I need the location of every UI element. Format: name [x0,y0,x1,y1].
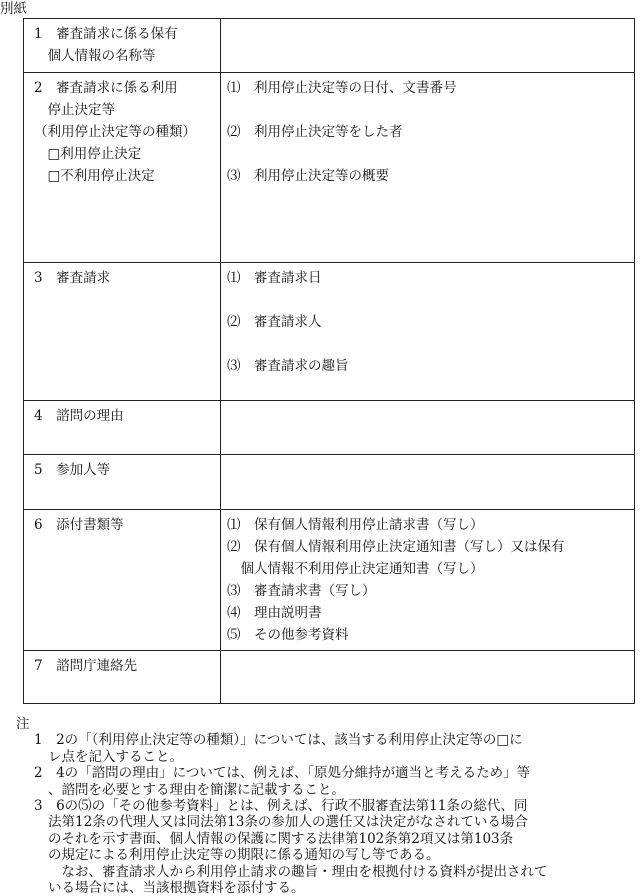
note-line: いる場合には、当該根拠資料を添付する。 [48,880,305,896]
content-item: ⑸ その他参考資料 [227,627,349,643]
content-item: ⑶ 審査請求書（写し） [227,583,376,599]
notes-section [0,716,640,896]
content-item: ⑵ 保有個人情報利用停止決定通知書（写し）又は保有 [227,539,565,555]
review-form-table [23,18,635,704]
note-line: なお、審査請求人から利用停止請求の趣旨・理由を根拠付ける資料が提出されて [48,863,548,880]
row-label [24,510,220,540]
note-line: 法第12条の代理人又は同法第13条の参加人の選任又は決定がなされている場合 [48,814,528,831]
row-content [221,510,634,650]
label-line: 個人情報の名称等 [34,48,156,64]
label-line: 3 審査請求 [34,270,111,286]
content-item: ⑵ 審査請求人 [227,314,322,330]
content-item: ⑵ 利用停止決定等をした者 [227,124,403,140]
row-content [221,19,635,73]
row-label [24,401,220,431]
row-content [221,455,635,510]
label-line: 1 審査請求に係る保有 [34,26,178,42]
table-row [24,455,635,510]
table-row [24,73,635,263]
row-label [24,73,220,191]
row-label [24,263,220,293]
label-line: （利用停止決定等の種類） [34,124,196,140]
label-line: 4 諮問の理由 [34,408,124,424]
table-row [24,651,635,704]
note-line: レ点を記入すること。 [48,748,183,765]
content-item: ⑴ 利用停止決定等の日付、文書番号 [227,80,457,96]
checkbox-option-stop-decision: □利用停止決定 [34,146,142,162]
note-line: のそれを示す書面、個人情報の保護に関する法律第102条第2項又は第103条 [48,830,514,847]
row-content [221,73,634,191]
label-line: 6 添付書類等 [34,517,124,533]
label-line: 停止決定等 [34,102,115,118]
row-content [221,263,634,381]
content-item: ⑷ 理由説明書 [227,605,322,621]
checkbox-option-non-stop-decision: □不利用停止決定 [34,168,155,184]
label-line: 2 審査請求に係る利用 [34,80,178,96]
content-item: ⑶ 審査請求の趣旨 [227,358,349,374]
content-item: ⑴ 審査請求日 [227,270,322,286]
row-content [221,651,635,704]
note-line: 3 6の⑸の「その他参考資料」とは、例えば、行政不服審査法第11条の総代、同 [34,798,528,815]
notes-heading: 注 [16,716,30,732]
row-label [24,651,220,681]
row-label [24,455,220,485]
attachment-label: 別紙 [0,1,27,17]
note-line: 1 2の「（利用停止決定等の種類）」については、該当する利用停止決定等の□に [34,732,523,749]
table-row [24,19,635,73]
note-line: 、諮問を必要とする理由を簡潔に記載すること。 [48,781,345,798]
note-line: 2 4の「諮問の理由」については、例えば、「原処分維持が適当と考えるため」等 [34,765,531,782]
label-line: 7 諮問庁連絡先 [34,658,138,674]
table-row [24,263,635,401]
table-row [24,510,635,651]
row-content [221,401,635,455]
content-item: ⑶ 利用停止決定等の概要 [227,168,389,184]
label-line: 5 参加人等 [34,462,111,478]
note-line: の規定による利用停止決定等の期限に係る通知の写し等である。 [48,847,440,864]
content-item: ⑴ 保有個人情報利用停止請求書（写し） [227,517,484,533]
table-row [24,401,635,455]
row-label [24,19,220,71]
content-item: 個人情報不利用停止決定通知書（写し） [227,561,484,577]
